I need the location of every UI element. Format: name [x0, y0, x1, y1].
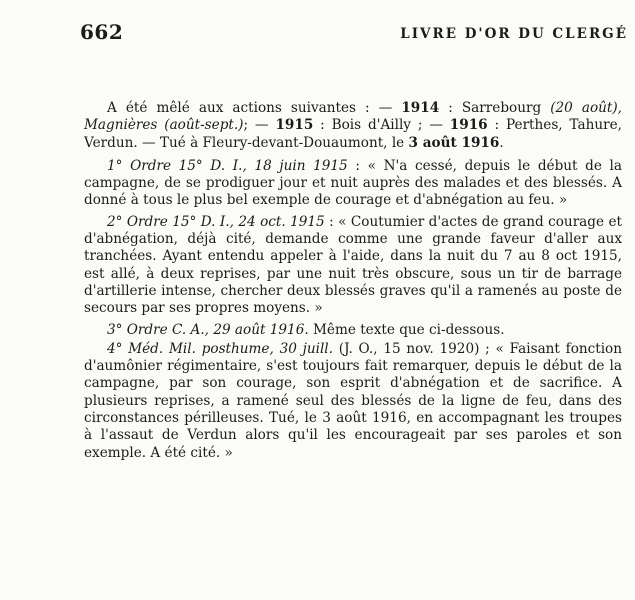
actions-end: .	[499, 134, 504, 151]
citation-ref: 1° Ordre 15° D. I., 18 juin 1915	[107, 157, 348, 174]
citation-text: ; « Faisant fonction d'aumônier régimentaire, s'est toujours fait remarquer, depuis le début de la campagne, par son courage, son esprit d'abnégation et de sacrifice. A plusieurs reprises, a ramené seul des blessés de la ligne de feu, dans des circonstances périlleuses. Tué, le 3 août 1916, en accompagnant les troupes à l'assaut de Verdun alors qu'il les encourageait par ses paroles et son exemple. A été cité. »	[84, 340, 623, 461]
citation-1	[84, 158, 622, 210]
citation-text: : « N'a cessé, depuis le début de la campagne, de se prodiguer jour et nuit auprès des malades et des blessés. A donné à tous le plus bel exemple de courage et d'abnégation au feu. »	[84, 157, 622, 209]
page-number: 662	[80, 20, 124, 44]
citation-ref: 2° Ordre 15° D. I., 24 oct. 1915	[107, 213, 325, 230]
citation-text: : « Coutumier d'actes de grand courage et d'abnégation, déjà cité, demande comme une grande faveur d'aller aux tranchées. Ayant entendu appeler à l'aide, dans la nuit du 7 au 8 oct 1915, est allé, à deux reprises, par une nuit très obscure, sous un tir de barrage d'artillerie intense, chercher deux blessés graves qu'il a ramenés au poste de secours par ses propres moyens. »	[84, 213, 622, 317]
year-1916: 1916	[449, 117, 488, 134]
actions-intro: A été mêlé aux actions suivantes : —	[107, 100, 402, 116]
actions-paragraph	[84, 100, 622, 152]
page-header	[80, 20, 628, 50]
actions-sarrebourg: : Sarrebourg	[439, 100, 551, 116]
citation-4	[84, 341, 622, 462]
year-1914: 1914	[401, 100, 440, 116]
citation-text: . Même texte que ci-dessous.	[304, 321, 505, 338]
page-body	[84, 100, 622, 462]
actions-1916-places: : Perthes, Tahure, Verdun. — Tué à Fleury-devant-Douaumont, le	[84, 117, 622, 151]
actions-sep: ; —	[243, 117, 276, 134]
citation-ref: 3° Ordre C. A., 29 août 1916	[107, 321, 305, 338]
death-date: 3 août 1916	[408, 134, 500, 151]
citation-ref: 4° Méd. Mil. posthume, 30 juill.	[107, 340, 333, 357]
actions-1914-places: (20 août), Magnières (août-sept.)	[84, 100, 622, 134]
citation-3	[84, 322, 622, 339]
citation-jo-ref: (J. O., 15 nov. 1920)	[332, 340, 480, 357]
citation-2	[84, 214, 622, 318]
year-1915: 1915	[275, 117, 314, 134]
running-head: LIVRE D'OR DU CLERGÉ	[400, 26, 628, 42]
actions-bois: : Bois d'Ailly ; —	[313, 117, 450, 134]
